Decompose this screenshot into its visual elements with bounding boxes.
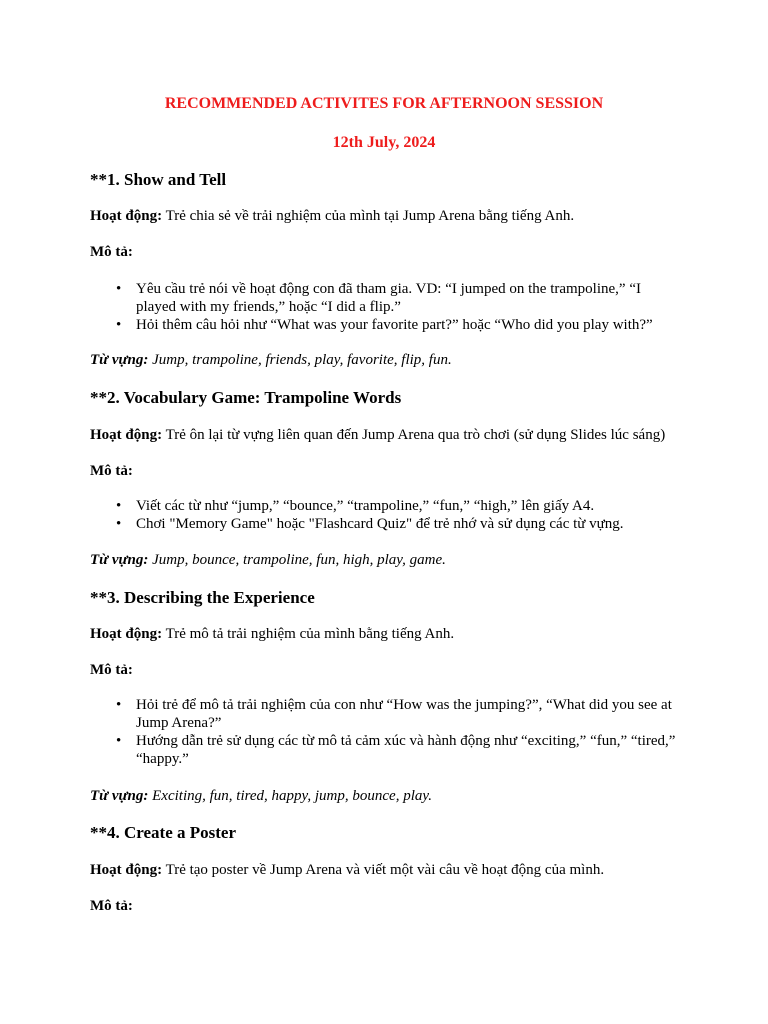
- list-item: • Hỏi trẻ để mô tả trải nghiệm của con như “How was the jumping?”, “What did you see at Jump Arena?”: [116, 697, 672, 731]
- list-item: • Hướng dẫn trẻ sử dụng các từ mô tả cảm xúc và hành động như “exciting,” “fun,” “tired,” “happy.”: [116, 733, 676, 767]
- section-2-bullet-list: [90, 497, 690, 533]
- activity-label: Hoạt động:: [90, 626, 163, 642]
- list-item: • Yêu cầu trẻ nói về hoạt động con đã tham gia. VD: “I jumped on the trampoline,” “I played with my friends,” hoặc “I did a flip.”: [116, 281, 641, 315]
- vocabulary-text: Jump, bounce, trampoline, fun, high, play, game.: [148, 552, 446, 568]
- section-2-description-label: Mô tả:: [90, 463, 133, 479]
- vocabulary-text: Jump, trampoline, friends, play, favorite, flip, fun.: [148, 352, 452, 368]
- activity-text: Trẻ ôn lại từ vựng liên quan đến Jump Arena qua trò chơi (sử dụng Slides lúc sáng): [162, 427, 666, 443]
- bullet-icon: •: [116, 317, 122, 333]
- list-item: • Hỏi thêm câu hỏi như “What was your favorite part?” hoặc “Who did you play with?”: [116, 317, 653, 333]
- document-date: 12th July, 2024: [332, 134, 436, 151]
- section-4-description-label: Mô tả:: [90, 898, 133, 914]
- section-4-activity: [90, 861, 690, 879]
- activity-text: Trẻ chia sẻ về trải nghiệm của mình tại Jump Arena bằng tiếng Anh.: [162, 208, 575, 224]
- bullet-icon: •: [116, 516, 122, 532]
- section-2-vocabulary: [90, 551, 690, 569]
- vocabulary-label: Từ vựng:: [90, 788, 149, 804]
- section-1-activity: [90, 207, 690, 225]
- section-1-description-label: Mô tả:: [90, 244, 133, 260]
- section-1-heading: **1. Show and Tell: [90, 170, 227, 189]
- bullet-icon: •: [116, 697, 122, 713]
- bullet-icon: •: [116, 281, 122, 297]
- section-3-vocabulary: [90, 787, 690, 805]
- list-item: • Viết các từ như “jump,” “bounce,” “trampoline,” “fun,” “high,” lên giấy A4.: [116, 498, 595, 514]
- vocabulary-label: Từ vựng:: [90, 552, 149, 568]
- list-item: • Chơi "Memory Game" hoặc "Flashcard Quiz" để trẻ nhớ và sử dụng các từ vựng.: [116, 516, 624, 532]
- bullet-icon: •: [116, 733, 122, 749]
- section-2-heading: **2. Vocabulary Game: Trampoline Words: [90, 388, 402, 407]
- section-3-heading: **3. Describing the Experience: [90, 588, 315, 607]
- section-3-activity: [90, 625, 690, 643]
- section-1-vocabulary: [90, 351, 690, 369]
- bullet-icon: •: [116, 498, 122, 514]
- document-title: RECOMMENDED ACTIVITES FOR AFTERNOON SESSION: [164, 95, 604, 112]
- activity-text: Trẻ tạo poster về Jump Arena và viết một vài câu về hoạt động của mình.: [162, 862, 605, 878]
- activity-text: Trẻ mô tả trải nghiệm của mình bằng tiếng Anh.: [162, 626, 455, 642]
- vocabulary-label: Từ vựng:: [90, 352, 149, 368]
- section-4-heading: **4. Create a Poster: [90, 823, 237, 842]
- activity-label: Hoạt động:: [90, 427, 163, 443]
- section-3-description-label: Mô tả:: [90, 662, 133, 678]
- section-1-bullet-list: [90, 280, 690, 334]
- section-2-activity: [90, 426, 690, 444]
- activity-label: Hoạt động:: [90, 208, 163, 224]
- activity-label: Hoạt động:: [90, 862, 163, 878]
- section-3-bullet-list: [90, 696, 690, 768]
- vocabulary-text: Exciting, fun, tired, happy, jump, bounce, play.: [148, 788, 432, 804]
